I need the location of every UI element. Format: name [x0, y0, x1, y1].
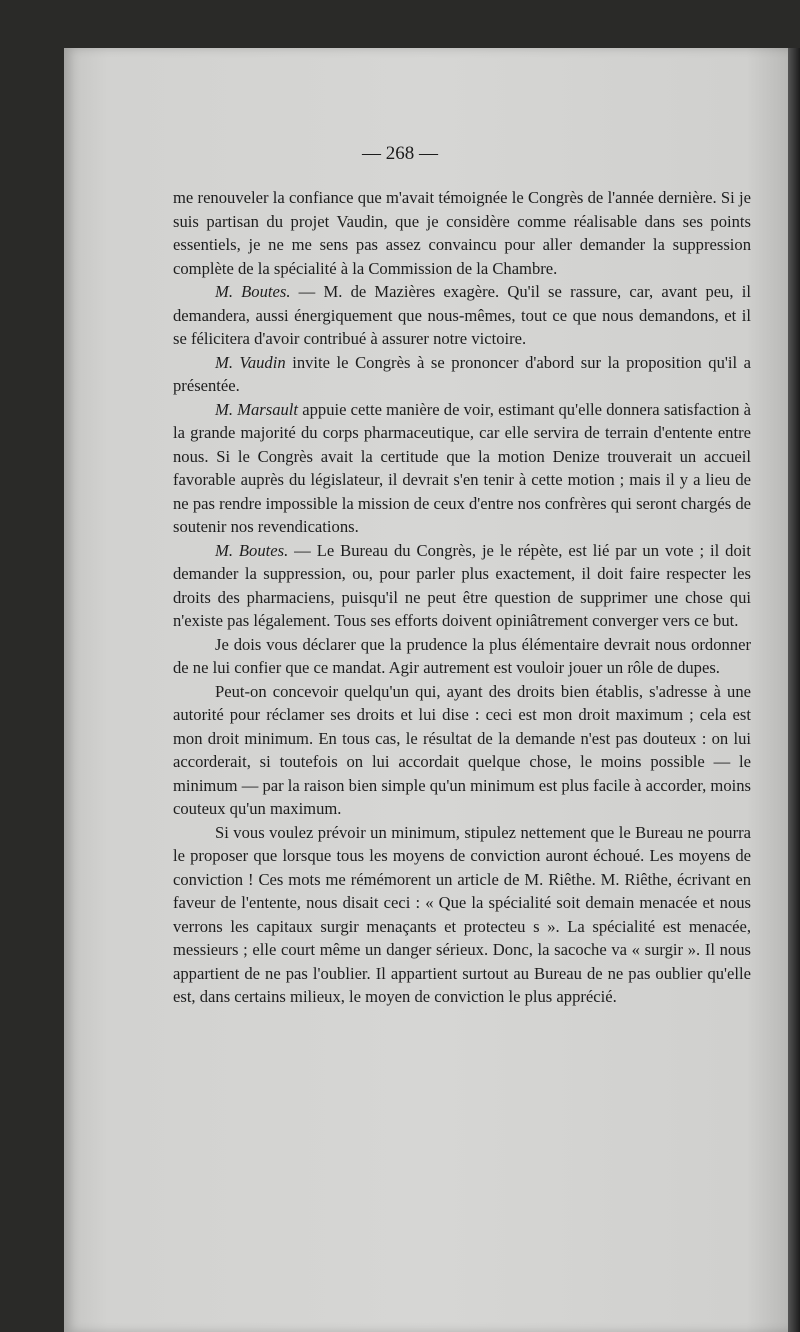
speaker-name: M. Vaudin: [215, 352, 286, 372]
paragraph-text: Peut-on concevoir quelqu'un qui, ayant des droits bien établis, s'adresse à une autorité pour réclamer ses droits et lui dise : ceci est mon droit maximum ; cela est mon droit minimum. En tous cas, le résultat de la demande n'est pas douteux : on lui accorderait, si toutefois on lui accordait quelque chose, le moins possible — le minimum — par la raison bien simple qu'un minimum est plus facile à accorder, moins couteux qu'un maximum.: [173, 681, 751, 818]
paragraph-text: invite le Congrès à se prononcer d'abord sur la proposition qu'il a présentée.: [173, 352, 751, 395]
paragraph-text: Si vous voulez prévoir un minimum, stipulez nettement que le Bureau ne pourra le proposer que lorsque tous les moyens de conviction auront échoué. Les moyens de conviction ! Ces mots me rémémorent un article de M. Riêthe. M. Riêthe, écrivant en faveur de l'entente, nous disait ceci : « Que la spécialité soit demain menacée et nous verrons les capitaux surgir menaçants et protecteu s ». La spécialité est menacée, messieurs ; elle court même un danger sérieux. Donc, la sacoche va « surgir ». Il nous appartient de ne pas l'oublier. Il appartient surtout au Bureau de ne pas oublier qu'elle est, dans certains milieux, le moyen de conviction le plus apprécié.: [173, 822, 751, 1006]
speaker-name: M. Marsault: [215, 399, 299, 419]
paragraph: [173, 680, 751, 821]
speaker-name: M. Boutes.: [215, 540, 289, 560]
book-spine-shadow: [788, 48, 800, 1332]
paragraph: [173, 398, 751, 539]
paragraph: [173, 821, 751, 1009]
paragraph-text: me renouveler la confiance que m'avait témoignée le Congrès de l'année dernière. Si je suis partisan du projet Vaudin, que je considère comme réalisable dans ses points essentiels, je ne me sens pas assez convaincu pour aller demander la suppression complète de la spécialité à la Commission de la Chambre.: [173, 188, 751, 278]
page-number: — 268 —: [362, 143, 438, 164]
paragraph-text: Je dois vous déclarer que la prudence la plus élémentaire devrait nous ordonner de ne lui confier que ce mandat. Agir autrement est vouloir jouer un rôle de dupes.: [173, 634, 751, 677]
paragraph: [173, 351, 751, 398]
body-text: [173, 186, 751, 1009]
paragraph: [173, 280, 751, 351]
paragraph: [173, 633, 751, 680]
paragraph-text: appuie cette manière de voir, estimant qu'elle donnera satisfaction à la grande majorité du corps pharmaceutique, car elle servira de terrain d'entente entre nous. Si le Congrès avait la certitude que la motion Denize trouverait un accueil favorable auprès du législateur, il devrait s'en tenir à cette motion ; mais il y a lieu de ne pas rendre impossible la mission de ceux d'entre nos confrères qui seront chargés de soutenir nos revendications.: [173, 399, 752, 536]
paragraph: [173, 539, 751, 633]
paragraph-text: — Le Bureau du Congrès, je le répète, est lié par un vote ; il doit demander la suppression, ou, pour parler plus exactement, il doit faire respecter les droits des pharmaciens, puisqu'il ne peut être question de supprimer une chose qui n'existe pas légalement. Tous ses efforts doivent opiniâtrement converger vers ce but.: [173, 540, 751, 630]
paragraph: [173, 186, 751, 280]
speaker-name: M. Boutes.: [215, 282, 291, 301]
paragraph-text: — M. de Mazières exagère. Qu'il se rassure, car, avant peu, il demandera, aussi énergiquement que nous-mêmes, tout ce que nous demandons, et il se félicitera d'avoir contribué à assurer notre victoire.: [173, 282, 751, 348]
